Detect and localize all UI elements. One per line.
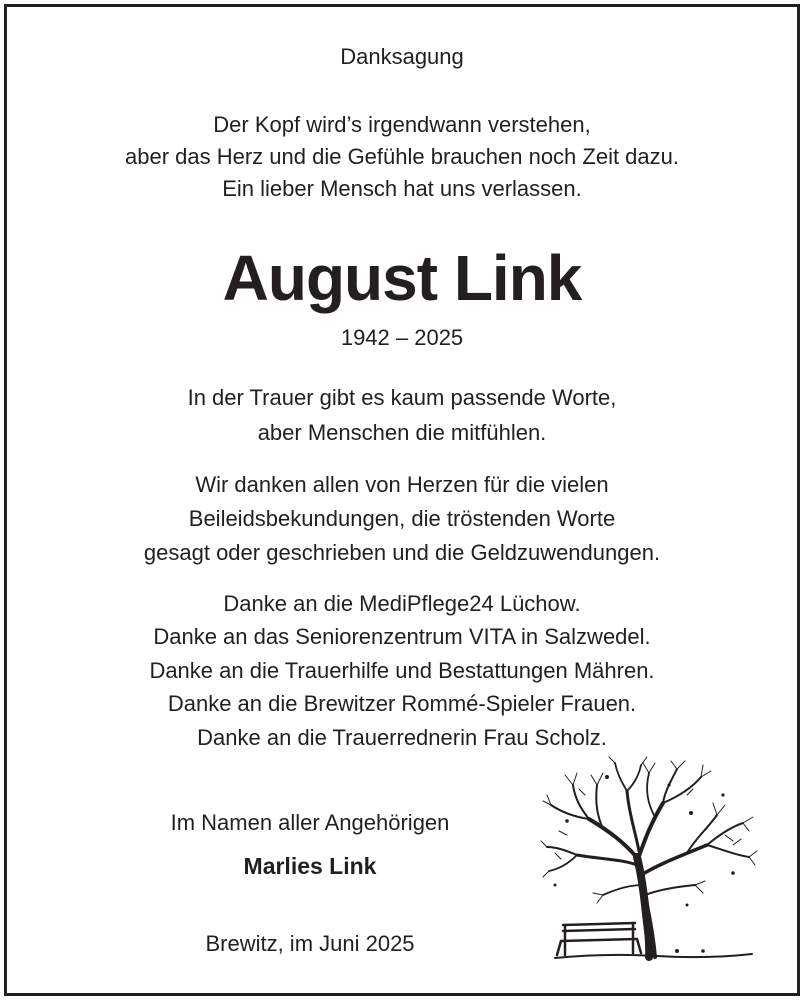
thanks-line-3: Danke an die Trauerhilfe und Bestattungen Mähren.	[149, 658, 655, 683]
thanks-line-1: Danke an die MediPflege24 Lüchow.	[223, 591, 581, 616]
tree-with-bench-icon	[537, 755, 765, 967]
signature-name: Marlies Link	[243, 853, 377, 879]
paragraph2-line-1: Wir danken allen von Herzen für die vielen	[195, 472, 609, 497]
place-date: Brewitz, im Juni 2025	[205, 931, 415, 956]
thanks-line-5: Danke an die Trauerrednerin Frau Scholz.	[197, 725, 607, 750]
thanks-line-2: Danke an das Seniorenzentrum VITA in Salzwedel.	[153, 624, 651, 649]
poem-line-2: aber das Herz und die Gefühle brauchen noch Zeit dazu.	[124, 144, 680, 169]
heading: Danksagung	[340, 44, 464, 69]
deceased-dates: 1942 – 2025	[340, 325, 464, 350]
paragraph2-line-2: Beileidsbekundungen, die tröstenden Worte	[188, 506, 616, 531]
paragraph1-line-1: In der Trauer gibt es kaum passende Worte,	[187, 385, 617, 410]
poem-line-1: Der Kopf wird’s irgendwann verstehen,	[213, 112, 591, 137]
paragraph2-line-3: gesagt oder geschrieben und die Geldzuwendungen.	[143, 540, 661, 565]
deceased-name: August Link	[222, 242, 582, 314]
paragraph1-line-2: aber Menschen die mitfühlen.	[257, 420, 547, 445]
poem-line-3: Ein lieber Mensch hat uns verlassen.	[222, 176, 582, 201]
signature-intro: Im Namen aller Angehörigen	[170, 810, 450, 835]
thanks-line-4: Danke an die Brewitzer Rommé-Spieler Frauen.	[167, 691, 637, 716]
